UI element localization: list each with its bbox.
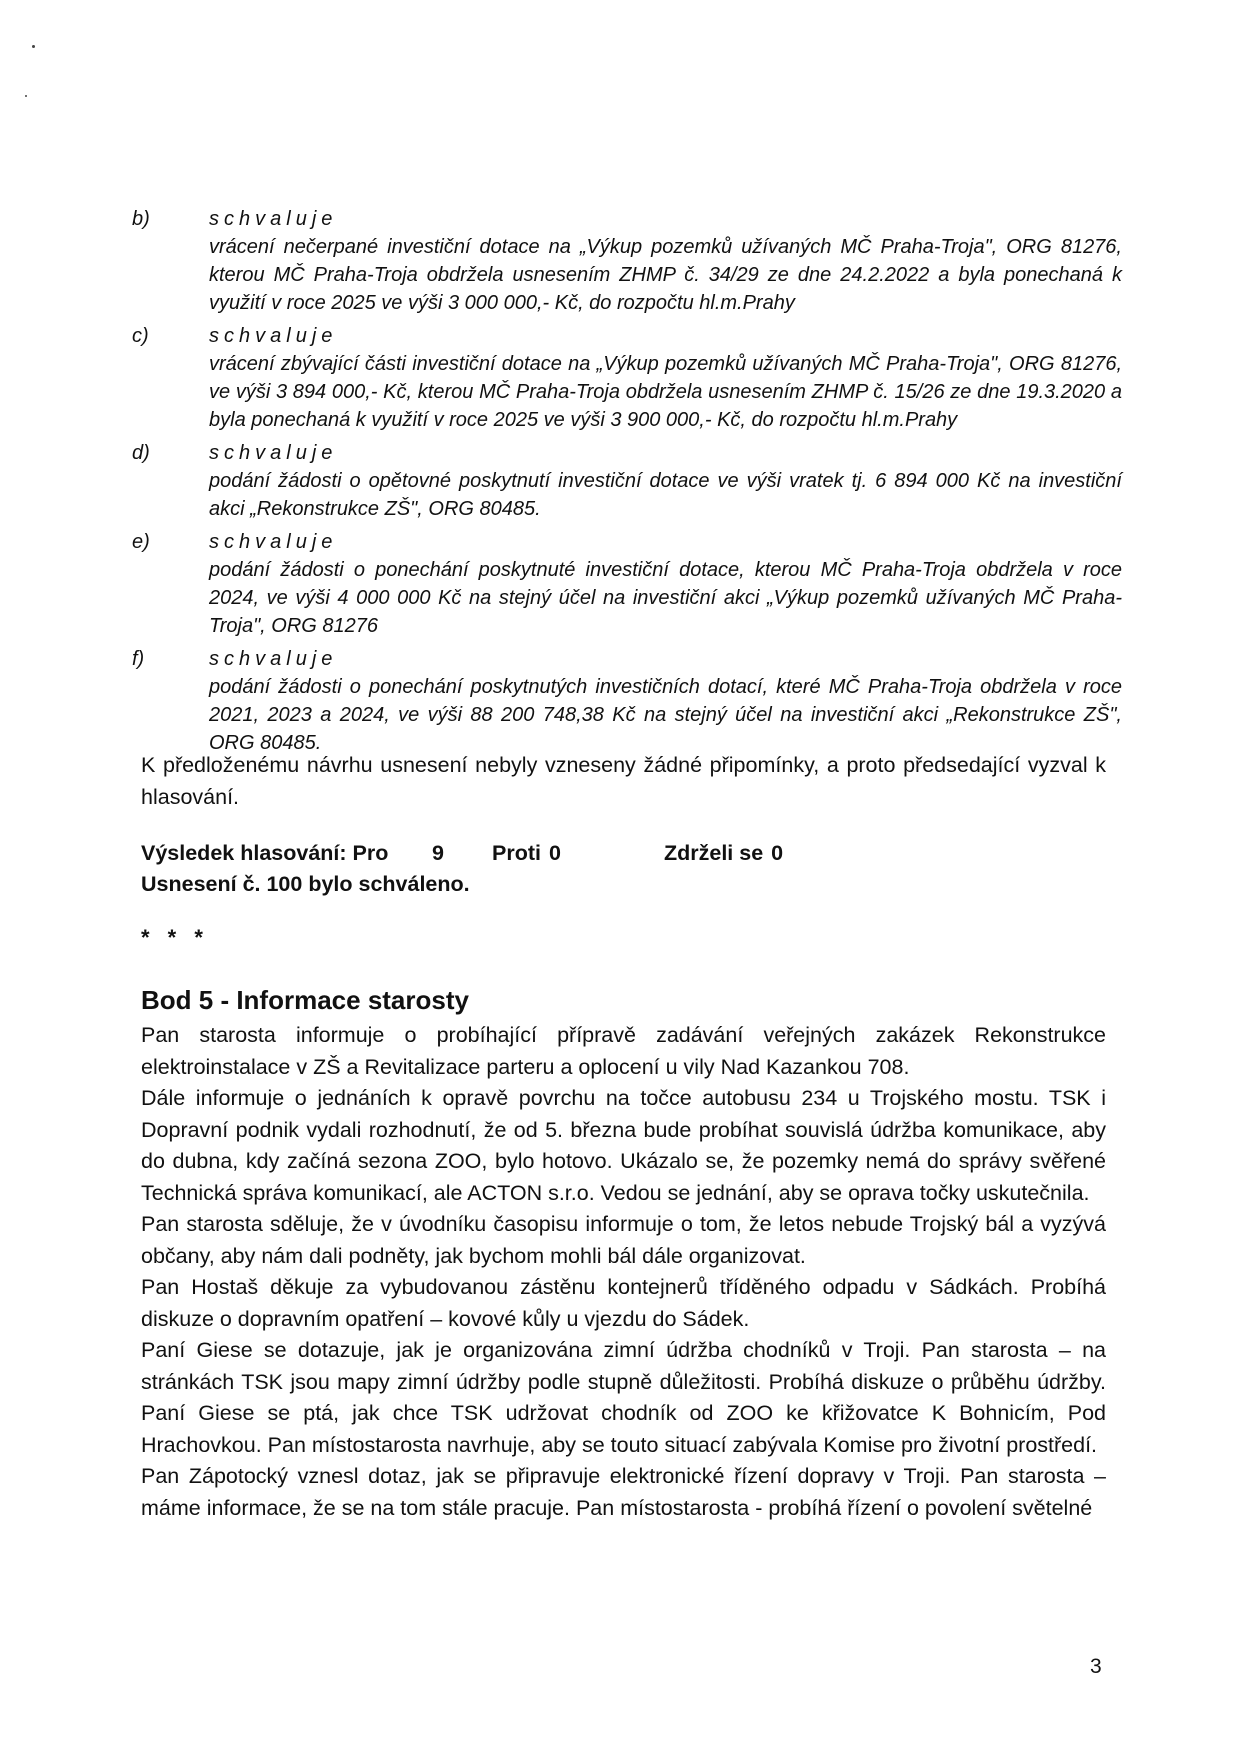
item-text: vrácení zbývající části investiční dotace na „Výkup pozemků užívaných MČ Praha-Troja", ORG 81276, ve výši 3 894 000,- Kč, kterou MČ Praha-Troja obdržela usnesením ZHMP č. 15/26 ze dne 19.3.2020 a byla ponechaná k využití v roce 2025 ve výši 3 900 000,- Kč, do rozpočtu hl.m.Prahy xyxy=(209,353,1122,431)
item-letter: b) xyxy=(132,208,150,230)
item-text: podání žádosti o ponechání poskytnutých investičních dotací, které MČ Praha-Troja obdržela v roce 2021, 2023 a 2024, ve výši 88 200 748,38 Kč na stejný účel na investiční akci „Rekonstrukce ZŠ", ORG 80485. xyxy=(209,676,1122,754)
section-paragraph: Dále informuje o jednáních k opravě povrchu na točce autobusu 234 u Trojského mostu. TSK i Dopravní podnik vydali rozhodnutí, že od 5. března bude probíhat souvislá údržba komunikace, aby do dubna, kdy začíná sezona ZOO, bylo hotovo. Ukázalo se, že pozemky nemá do správy svěřené Technická správa komunikací, ale ACTON s.r.o. Vedou se jednání, aby se oprava točky uskutečnila. xyxy=(141,1086,1106,1205)
resolution-items xyxy=(132,205,1122,762)
item-text: podání žádosti o ponechání poskytnuté investiční dotace, kterou MČ Praha-Troja obdržela v roce 2024, ve výši 4 000 000 Kč na stejný účel na investiční akci „Výkup pozemků užívaných MČ Praha-Troja", ORG 81276 xyxy=(209,559,1122,637)
resolution-item xyxy=(132,322,1122,434)
section-paragraph: Pan Hostaš děkuje za vybudovanou zástěnu kontejnerů tříděného odpadu v Sádkách. Probíhá diskuze o dopravním opatření – kovové kůly u vjezdu do Sádek. xyxy=(141,1275,1106,1331)
scan-speck xyxy=(25,95,27,97)
scan-speck xyxy=(32,45,35,48)
resolution-item xyxy=(132,645,1122,757)
vote-proti-label: Proti xyxy=(492,841,541,865)
section-paragraph: Pan Zápotocký vznesl dotaz, jak se připravuje elektronické řízení dopravy v Troji. Pan starosta – máme informace, že se na tom stále pracuje. Pan místostarosta - probíhá řízení o povolení světelné xyxy=(141,1464,1106,1520)
resolution-approved: Usnesení č. 100 bylo schváleno. xyxy=(141,872,470,896)
section-paragraph: Paní Giese se dotazuje, jak je organizována zimní údržba chodníků v Troji. Pan starosta – na stránkách TSK jsou mapy zimní údržby podle stupně důležitosti. Probíhá diskuze o průběhu údržby. Paní Giese se ptá, jak chce TSK udržovat chodník od ZOO ke křižovatce K Bohnicím, Pod Hrachovkou. Pan místostarosta navrhuje, aby se touto situací zabývala Komise pro životní prostředí. xyxy=(141,1338,1106,1457)
item-text: vrácení nečerpané investiční dotace na „Výkup pozemků užívaných MČ Praha-Troja", ORG 81276, kterou MČ Praha-Troja obdržela usnesením ZHMP č. 34/29 ze dne 24.2.2022 a byla ponechaná k využití v roce 2025 ve výši 3 000 000,- Kč, do rozpočtu hl.m.Prahy xyxy=(209,236,1122,314)
section-paragraph: Pan starosta informuje o probíhající přípravě zadávání veřejných zakázek Rekonstrukce elektroinstalace v ZŠ a Revitalizace parteru a oplocení u vily Nad Kazankou 708. xyxy=(141,1023,1106,1079)
resolution-item xyxy=(132,205,1122,317)
vote-zdrzeli-count: 0 xyxy=(771,841,784,865)
vote-proti-count: 0 xyxy=(548,841,561,865)
item-verb: schvaluje xyxy=(209,531,338,553)
item-letter: c) xyxy=(132,325,149,347)
item-verb: schvaluje xyxy=(209,648,338,670)
section-separator: * * * xyxy=(141,925,209,950)
vote-pro-count: 9 xyxy=(432,841,444,865)
section-paragraph: Pan starosta sděluje, že v úvodníku časopisu informuje o tom, že letos nebude Trojský bál a vyzývá občany, aby nám dali podněty, jak bychom mohli bál dále organizovat. xyxy=(141,1212,1106,1268)
item-letter: f) xyxy=(132,648,145,670)
item-letter: d) xyxy=(132,442,150,464)
vote-result-label: Výsledek hlasování: Pro xyxy=(141,841,389,865)
vote-zdrzeli-label: Zdrželi se xyxy=(663,841,764,865)
resolution-item xyxy=(132,439,1122,523)
vote-result xyxy=(141,838,841,900)
item-verb: schvaluje xyxy=(209,325,338,347)
item-verb: schvaluje xyxy=(209,442,338,464)
section-body xyxy=(141,1020,1106,1524)
item-verb: schvaluje xyxy=(209,208,338,230)
item-letter: e) xyxy=(132,531,150,553)
section-title: Bod 5 - Informace starosty xyxy=(141,985,469,1015)
item-text: podání žádosti o opětovné poskytnutí investiční dotace ve výši vratek tj. 6 894 000 Kč na investiční akci „Rekonstrukce ZŠ", ORG 80485. xyxy=(209,470,1122,520)
page-number: 3 xyxy=(1090,1655,1102,1678)
resolution-item xyxy=(132,528,1122,640)
comment-paragraph: K předloženému návrhu usnesení nebyly vzneseny žádné připomínky, a proto předsedající vyzval k hlasování. xyxy=(141,753,1106,809)
